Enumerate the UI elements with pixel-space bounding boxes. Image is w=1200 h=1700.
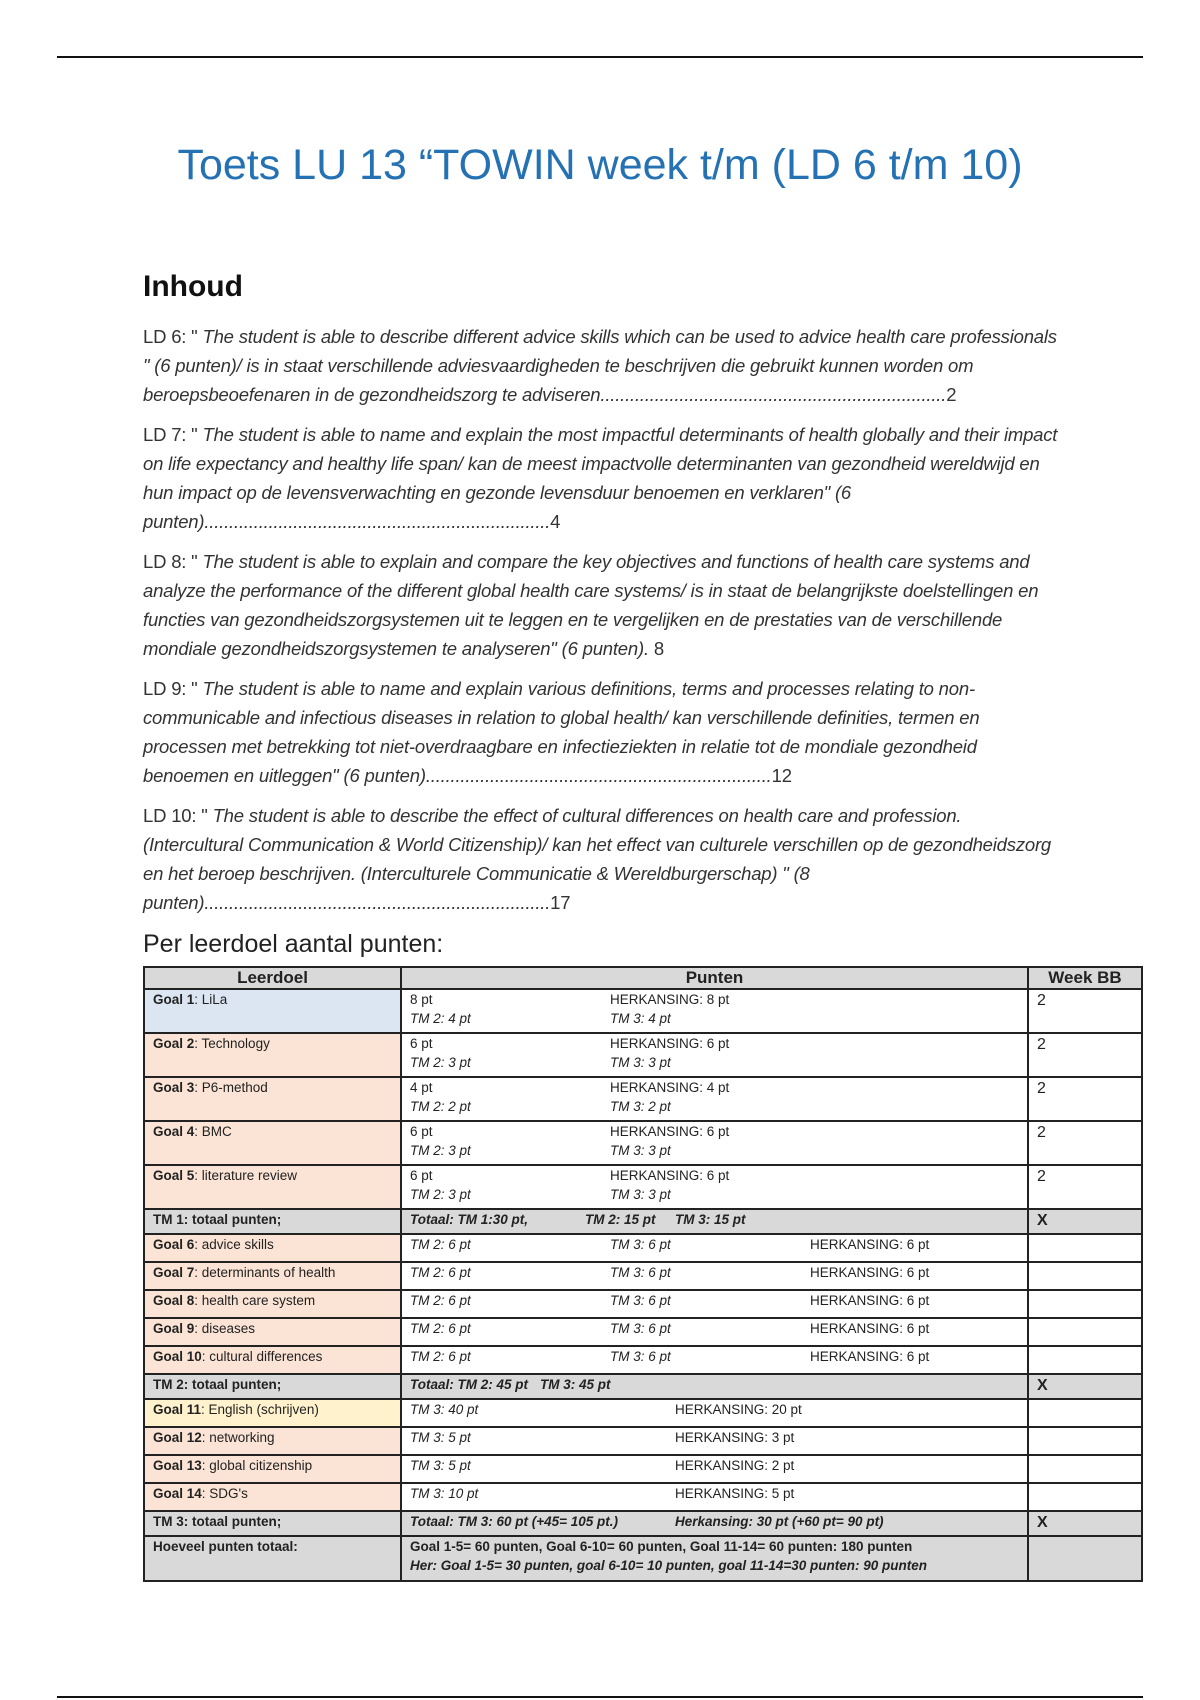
punten-cell [401,1209,1028,1234]
punten-cell [401,1536,1028,1581]
goal-name: : cultural differences [201,1349,323,1364]
points-value: HERKANSING: 20 pt [675,1402,802,1417]
points-line [410,1486,1019,1505]
toc-entry-text: The student is able to name and explain various definitions, terms and processes relating to non-communicable and infectious diseases in relation to global health/ kan verschillende definities, termen en processen met betrekking tot niet-overdraagbare en infectieziekten in relatie tot de mondiale gezondheid benoemen en uitleggen" (6 punten) [143,678,980,786]
table-row [144,1209,1142,1234]
leerdoel-cell [144,1318,401,1346]
header-week-bb: Week BB [1028,967,1142,989]
punten-cell [401,1262,1028,1290]
goal-name: : diseases [194,1321,256,1336]
header-leerdoel: Leerdoel [144,967,401,989]
goal-number: Goal 8 [153,1293,195,1308]
week-bb-cell: X [1028,1209,1142,1234]
table-row [144,1262,1142,1290]
points-value: TM 2: 2 pt [410,1099,471,1114]
table-of-contents [143,322,1058,928]
leerdoel-cell [144,1262,401,1290]
toc-entry[interactable] [143,420,1058,536]
points-value: TM 2: 3 pt [410,1187,471,1202]
leerdoel-cell [144,1077,401,1121]
points-value: HERKANSING: 6 pt [810,1321,930,1336]
week-bb-cell: 2 [1028,989,1142,1033]
leerdoel-cell [144,1165,401,1209]
goal-number: Goal 10 [153,1349,202,1364]
goal-number: Goal 7 [153,1265,195,1280]
toc-leader-dots: ...................................................................... [204,892,551,913]
toc-entry-text: The student is able to explain and compare the key objectives and functions of health care systems and analyze the performance of the different global health care systems/ is in staat de belangrijkste doelstellingen en functies van gezondheidszorgsystemen uit te leggen en te vergelijken en de prestaties van de verschillende mondiale gezondheidszorgsystemen te analyseren" (6 punten). [143,551,1039,659]
goal-name: : BMC [194,1124,232,1139]
goal-number: Goal 6 [153,1237,195,1252]
goal-name: : LiLa [194,992,228,1007]
toc-entry[interactable] [143,674,1058,790]
toc-entry-prefix: LD 7: " [143,424,198,445]
week-bb-cell [1028,1536,1142,1581]
points-value: Goal 1-5= 60 punten, Goal 6-10= 60 punten, Goal 11-14= 60 punten: 180 punten [410,1539,913,1554]
leerdoel-cell [144,1290,401,1318]
points-value: Totaal: TM 2: 45 pt [410,1377,529,1392]
leerdoel-cell [144,1511,401,1536]
leerdoel-cell [144,1399,401,1427]
leerdoel-cell [144,1536,401,1581]
punten-cell [401,1165,1028,1209]
header-punten: Punten [401,967,1028,989]
table-heading: Per leerdoel aantal punten: [143,930,444,958]
week-bb-cell [1028,1455,1142,1483]
table-row [144,1234,1142,1262]
table-row [144,1318,1142,1346]
points-line [410,1036,1019,1055]
points-line [410,1321,1019,1340]
points-value: TM 3: 4 pt [610,1011,671,1026]
leerdoel-cell [144,1374,401,1399]
points-value: HERKANSING: 8 pt [610,992,730,1007]
week-bb-cell [1028,1290,1142,1318]
points-value: HERKANSING: 6 pt [810,1265,930,1280]
punten-cell [401,1511,1028,1536]
points-line [410,1011,1019,1030]
points-value: 6 pt [410,1168,433,1183]
toc-entry-prefix: LD 10: " [143,805,208,826]
toc-page-number: 2 [946,384,957,405]
leerdoel-cell [144,1483,401,1511]
table-row [144,1121,1142,1165]
table-row [144,1165,1142,1209]
week-bb-cell [1028,1318,1142,1346]
points-line [410,1349,1019,1368]
punten-cell [401,1318,1028,1346]
points-value: Herkansing: 30 pt (+60 pt= 90 pt) [675,1514,884,1529]
toc-leader-dots: ...................................................................... [425,765,772,786]
points-value: HERKANSING: 6 pt [810,1237,930,1252]
table-row [144,1033,1142,1077]
week-bb-cell: 2 [1028,1165,1142,1209]
table-row [144,1511,1142,1536]
points-value: TM 3: 45 pt [540,1377,611,1392]
points-value: TM 3: 15 pt [675,1212,746,1227]
goal-name: : advice skills [194,1237,274,1252]
goal-number: Goal 2 [153,1036,195,1051]
total-label: TM 1: totaal punten; [153,1212,282,1227]
table-row [144,1536,1142,1581]
points-line [410,1080,1019,1099]
week-bb-cell [1028,1483,1142,1511]
punten-cell [401,1374,1028,1399]
table-row [144,1427,1142,1455]
points-value: TM 3: 40 pt [410,1402,479,1417]
goal-number: Goal 14 [153,1486,202,1501]
goal-number: Goal 3 [153,1080,195,1095]
points-line [410,1212,1019,1231]
points-value: HERKANSING: 6 pt [610,1036,730,1051]
points-value: TM 3: 2 pt [610,1099,671,1114]
goal-name: : networking [201,1430,275,1445]
points-line [410,1237,1019,1256]
points-line [410,1143,1019,1162]
goal-name: : health care system [194,1293,316,1308]
goal-name: : Technology [194,1036,270,1051]
points-line [410,1514,1019,1533]
points-value: HERKANSING: 6 pt [610,1124,730,1139]
points-value: TM 3: 6 pt [610,1265,671,1280]
toc-leader-dots: ...................................................................... [204,511,551,532]
goal-number: Goal 9 [153,1321,195,1336]
points-value: 6 pt [410,1124,433,1139]
toc-page-number: 17 [550,892,571,913]
week-bb-cell [1028,1262,1142,1290]
points-value: TM 2: 6 pt [410,1293,471,1308]
table-row [144,1455,1142,1483]
leerdoel-cell [144,1121,401,1165]
points-value: Totaal: TM 1:30 pt, [410,1212,529,1227]
week-bb-cell [1028,1427,1142,1455]
goal-number: Goal 13 [153,1458,202,1473]
table-row [144,1346,1142,1374]
week-bb-cell [1028,1234,1142,1262]
toc-entry[interactable] [143,322,1058,409]
points-value: HERKANSING: 4 pt [610,1080,730,1095]
points-value: TM 3: 5 pt [410,1430,471,1445]
total-label: Hoeveel punten totaal: [153,1539,298,1554]
points-value: TM 3: 6 pt [610,1237,671,1252]
points-line [410,1539,1019,1558]
punten-cell [401,1234,1028,1262]
goal-name: : P6-method [194,1080,268,1095]
goal-name: : English (schrijven) [201,1402,319,1417]
week-bb-cell: X [1028,1511,1142,1536]
table-row [144,989,1142,1033]
points-value: HERKANSING: 5 pt [675,1486,795,1501]
points-value: TM 3: 3 pt [610,1143,671,1158]
table-row [144,1290,1142,1318]
week-bb-cell: 2 [1028,1121,1142,1165]
points-line [410,1558,1019,1577]
document-title: Toets LU 13 “TOWIN week t/m (LD 6 t/m 10) [177,141,1023,189]
points-value: TM 2: 15 pt [585,1212,656,1227]
footer-rule [57,1696,1143,1698]
week-bb-cell: 2 [1028,1077,1142,1121]
punten-cell [401,1077,1028,1121]
punten-cell [401,1033,1028,1077]
points-line [410,1458,1019,1477]
toc-page-number: 8 [653,638,664,659]
toc-heading: Inhoud [143,270,243,303]
points-value: HERKANSING: 6 pt [810,1293,930,1308]
points-value: 8 pt [410,992,433,1007]
week-bb-cell [1028,1346,1142,1374]
points-line [410,1377,1019,1396]
leerdoel-cell [144,1234,401,1262]
toc-page-number: 12 [771,765,792,786]
points-line [410,1055,1019,1074]
points-value: TM 3: 6 pt [610,1293,671,1308]
total-label: TM 3: totaal punten; [153,1514,282,1529]
points-value: TM 2: 4 pt [410,1011,471,1026]
leerdoel-cell [144,1346,401,1374]
punten-cell [401,1483,1028,1511]
points-value: 6 pt [410,1036,433,1051]
table-row [144,1483,1142,1511]
leerdoel-cell [144,989,401,1033]
points-line [410,1187,1019,1206]
points-value: TM 2: 3 pt [410,1143,471,1158]
toc-entry[interactable] [143,801,1058,917]
goal-number: Goal 12 [153,1430,202,1445]
week-bb-cell: 2 [1028,1033,1142,1077]
points-value: Her: Goal 1-5= 30 punten, goal 6-10= 10 punten, goal 11-14=30 punten: 90 punten [410,1558,928,1573]
points-value: HERKANSING: 2 pt [675,1458,795,1473]
toc-entry-prefix: LD 8: " [143,551,198,572]
points-value: Totaal: TM 3: 60 pt (+45= 105 pt.) [410,1514,619,1529]
toc-leader-dots: ...................................................................... [600,384,947,405]
toc-entry[interactable] [143,547,1058,663]
points-table [143,966,1143,1582]
punten-cell [401,1346,1028,1374]
points-value: 4 pt [410,1080,433,1095]
punten-cell [401,989,1028,1033]
punten-cell [401,1121,1028,1165]
points-value: TM 3: 6 pt [610,1349,671,1364]
week-bb-cell [1028,1399,1142,1427]
points-value: HERKANSING: 6 pt [810,1349,930,1364]
leerdoel-cell [144,1033,401,1077]
table-row [144,1077,1142,1121]
points-line [410,1168,1019,1187]
punten-cell [401,1399,1028,1427]
punten-cell [401,1290,1028,1318]
toc-entry-prefix: LD 6: " [143,326,198,347]
points-value: TM 3: 10 pt [410,1486,479,1501]
total-label: TM 2: totaal punten; [153,1377,282,1392]
points-line [410,992,1019,1011]
goal-name: : literature review [194,1168,298,1183]
leerdoel-cell [144,1455,401,1483]
table-row [144,1374,1142,1399]
header-rule [57,56,1143,58]
points-value: HERKANSING: 6 pt [610,1168,730,1183]
points-value: TM 3: 3 pt [610,1055,671,1070]
points-value: TM 2: 6 pt [410,1349,471,1364]
points-value: TM 3: 5 pt [410,1458,471,1473]
goal-number: Goal 4 [153,1124,195,1139]
leerdoel-cell [144,1209,401,1234]
goal-number: Goal 11 [153,1402,202,1417]
points-value: TM 3: 3 pt [610,1187,671,1202]
goal-name: : global citizenship [201,1458,313,1473]
points-line [410,1124,1019,1143]
points-line [410,1265,1019,1284]
toc-page-number: 4 [550,511,561,532]
points-line [410,1293,1019,1312]
toc-entry-text: The student is able to describe the effect of cultural differences on health care and profession. (Intercultural Communication & World Citizenship)/ kan het effect van culturele verschillen op de gezondheidszorg en het beroep beschrijven. (Interculturele Communicatie & Wereldburgerschap) " (8 punten) [143,805,1052,913]
points-line [410,1402,1019,1421]
table-row [144,1399,1142,1427]
points-value: TM 2: 6 pt [410,1265,471,1280]
leerdoel-cell [144,1427,401,1455]
toc-entry-text: The student is able to name and explain the most impactful determinants of health globally and their impact on life expectancy and healthy life span/ kan de meest impactvolle determinanten van gezondheid wereldwijd en hun impact op de levensverwachting en gezonde levensduur benoemen en verklaren" (6 punten) [143,424,1058,532]
points-value: TM 2: 6 pt [410,1321,471,1336]
goal-name: : determinants of health [194,1265,336,1280]
points-value: HERKANSING: 3 pt [675,1430,795,1445]
punten-cell [401,1427,1028,1455]
toc-entry-prefix: LD 9: " [143,678,198,699]
points-line [410,1099,1019,1118]
goal-name: : SDG's [201,1486,248,1501]
points-value: TM 2: 3 pt [410,1055,471,1070]
points-line [410,1430,1019,1449]
goal-number: Goal 5 [153,1168,195,1183]
points-value: TM 3: 6 pt [610,1321,671,1336]
toc-entry-text: The student is able to describe different advice skills which can be used to advice health care professionals " (6 punten)/ is in staat verschillende adviesvaardigheden te beschrijven die gebruikt kunnen worden om beroepsbeoefenaren in de gezondheidszorg te adviseren [143,326,1057,405]
points-value: TM 2: 6 pt [410,1237,471,1252]
punten-cell [401,1455,1028,1483]
week-bb-cell: X [1028,1374,1142,1399]
goal-number: Goal 1 [153,992,195,1007]
